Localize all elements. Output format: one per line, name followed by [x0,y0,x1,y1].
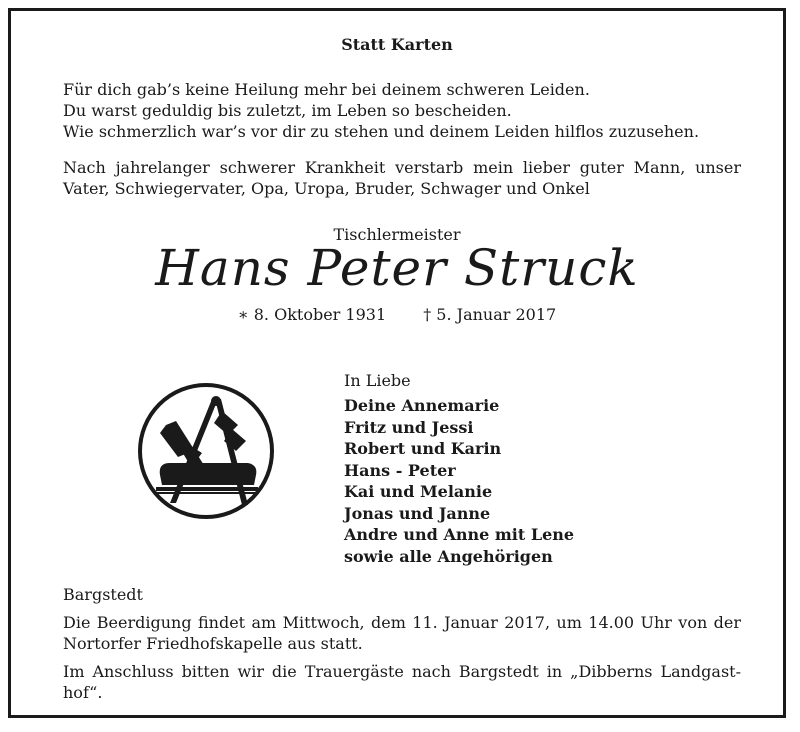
poem-line: Du warst geduldig bis zuletzt, im Leben so bescheiden. [63,101,512,120]
poem-line: Für dich gab’s keine Heilung mehr bei deinem schweren Leiden. [63,80,590,99]
mourner: Robert und Karin [344,439,502,458]
intro-line: Vater, Schwiegervater, Opa, Uropa, Bruder, Schwager und Onkel [63,179,590,198]
funeral-line: Nortorfer Friedhofskapelle aus statt. [63,634,363,653]
mourner: sowie alle Angehörigen [344,546,553,566]
mourner: Andre und Anne mit Lene [344,525,575,544]
profession: Tischlermeister [333,225,461,244]
carpenter-guild-emblem-icon [136,381,276,521]
reception-line: Im Anschluss bitten wir die Trauergäste nach Bargstedt in „Dibberns Landgast- [63,662,741,681]
mourner: Hans - Peter [344,460,456,480]
intro-line: Nach jahrelanger schwerer Krankheit verstarb mein lieber guter Mann, unser [63,158,741,177]
mourner: Jonas und Janne [344,503,491,523]
mourner: Deine Annemarie [344,396,500,415]
death-date: † 5. Januar 2017 [423,305,557,324]
deceased-name: Hans Peter Struck [155,239,639,297]
birth-date: ∗ 8. Oktober 1931 [237,305,387,324]
mourners-list [344,395,574,567]
funeral-info [63,612,753,654]
reception-info [63,661,753,703]
notice-heading: Statt Karten [341,35,453,54]
mourner: Fritz und Jessi [344,417,474,437]
place-name: Bargstedt [63,585,143,604]
poem-line: Wie schmerzlich war’s vor dir zu stehen und deinem Leiden hilflos zuzusehen. [63,122,700,141]
intro-text [63,157,753,199]
life-dates [11,305,783,324]
funeral-line: Die Beerdigung findet am Mittwoch, dem 11. Januar 2017, um 14.00 Uhr von der [63,613,741,632]
mourner: Kai und Melanie [344,482,493,501]
obituary-notice [8,8,786,718]
reception-line: hof“. [63,683,103,702]
poem [63,79,753,142]
in-love-label: In Liebe [344,371,411,390]
